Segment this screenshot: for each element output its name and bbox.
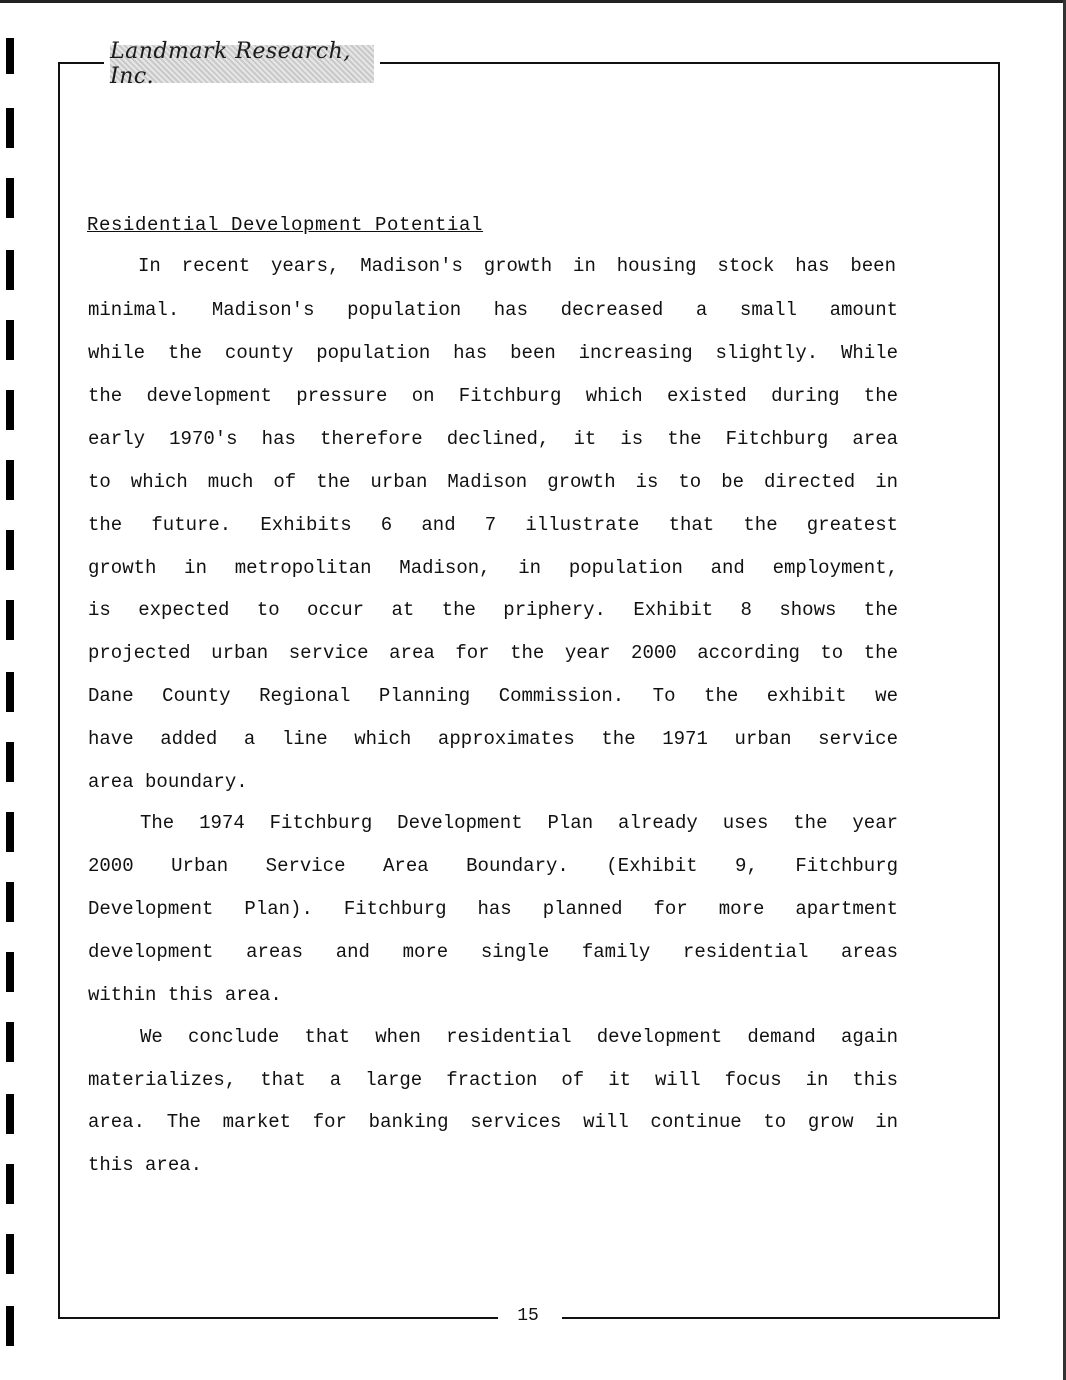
body-line: early 1970's has therefore declined, it is the Fitchburg area [88, 428, 898, 450]
body-line: 2000 Urban Service Area Boundary. (Exhibit 9, Fitchburg [88, 855, 898, 877]
body-line: We conclude that when residential development demand again [140, 1026, 898, 1048]
body-line: the development pressure on Fitchburg which existed during the [88, 385, 898, 407]
frame-border-bottom-right [562, 1317, 1000, 1319]
company-logo [110, 39, 374, 89]
body-line: The 1974 Fitchburg Development Plan already uses the year [140, 812, 898, 834]
body-line: this area. [88, 1154, 203, 1176]
body-line: minimal. Madison's population has decreased a small amount [88, 299, 898, 321]
body-line: within this area. [88, 984, 282, 1006]
body-line: projected urban service area for the year 2000 according to the [88, 642, 898, 664]
section-heading: Residential Development Potential [87, 214, 484, 236]
page-number: 15 [517, 1306, 539, 1326]
body-line: Development Plan). Fitchburg has planned for more apartment [88, 898, 898, 920]
body-line: have added a line which approximates the 1971 urban service [88, 728, 898, 750]
body-line: to which much of the urban Madison growth is to be directed in [88, 471, 898, 493]
body-line: development areas and more single family residential areas [88, 941, 898, 963]
body-line: while the county population has been increasing slightly. While [88, 342, 898, 364]
body-line: growth in metropolitan Madison, in population and employment, [88, 557, 898, 579]
scan-edge-top [0, 0, 1066, 3]
body-line: is expected to occur at the priphery. Exhibit 8 shows the [88, 599, 898, 621]
body-line: In recent years, Madison's growth in housing stock has been [138, 255, 896, 277]
frame-border-top-right [380, 62, 1000, 64]
body-line: materializes, that a large fraction of it will focus in this [88, 1069, 898, 1091]
body-line: area. The market for banking services will continue to grow in [88, 1111, 898, 1133]
frame-border-left [58, 62, 60, 1319]
company-logo-text: Landmark Research, Inc. [110, 39, 351, 89]
body-line: Dane County Regional Planning Commission. To the exhibit we [88, 685, 898, 707]
body-line: area boundary. [88, 771, 248, 793]
frame-border-right [998, 62, 1000, 1319]
body-line: the future. Exhibits 6 and 7 illustrate that the greatest [88, 514, 898, 536]
binding-marks [0, 0, 20, 1380]
frame-border-top-left [58, 62, 104, 64]
frame-border-bottom-left [58, 1317, 498, 1319]
